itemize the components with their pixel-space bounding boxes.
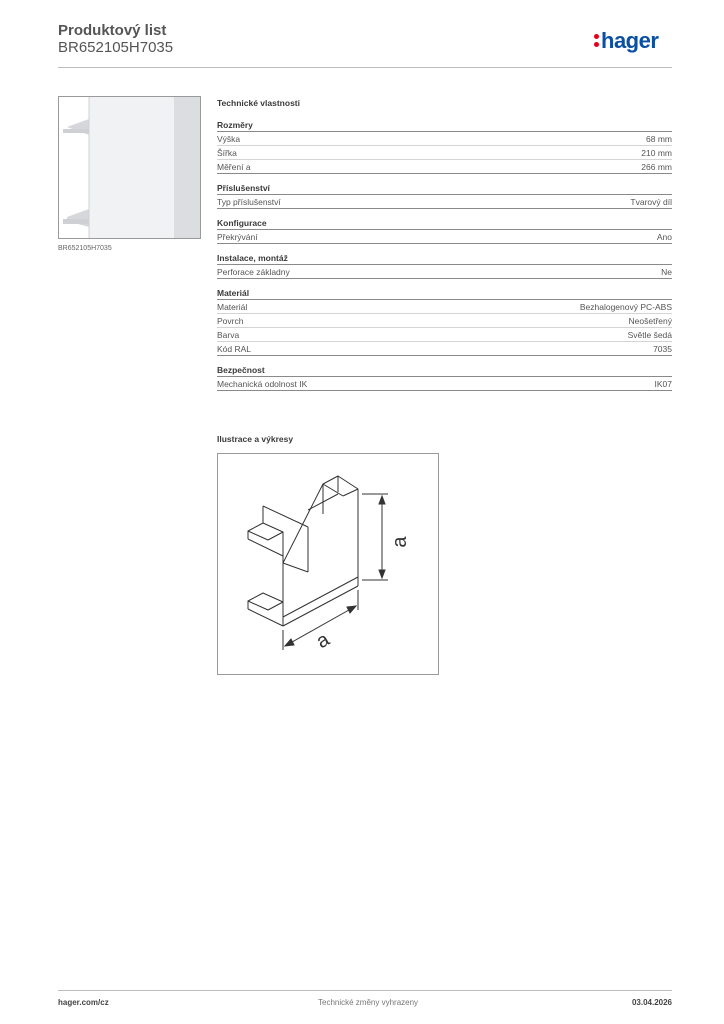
footer-disclaimer: Technické změny vyhrazeny (318, 998, 419, 1007)
spec-value: 210 mm (641, 148, 672, 158)
spec-label: Překrývání (217, 232, 258, 242)
spec-label: Šířka (217, 148, 237, 158)
spec-row (217, 160, 672, 174)
spec-group-title: Konfigurace (217, 217, 672, 230)
spec-row (217, 300, 672, 314)
footer-divider (58, 990, 672, 991)
spec-group-instalace (217, 252, 672, 279)
spec-group-title: Rozměry (217, 119, 672, 132)
spec-value: Neošetřený (628, 316, 672, 326)
spec-group-bezpecnost (217, 364, 672, 391)
spec-row (217, 342, 672, 356)
spec-group-rozmery (217, 119, 672, 174)
spec-label: Měření a (217, 162, 251, 172)
spec-heading: Technické vlastnosti (217, 98, 300, 108)
logo-text: hager (601, 28, 659, 53)
product-image (58, 96, 201, 239)
spec-table (217, 96, 672, 391)
technical-drawing (217, 453, 439, 675)
spec-group-konfigurace (217, 217, 672, 244)
spec-group-title: Instalace, montáž (217, 252, 672, 265)
dimension-label-horizontal: a (312, 628, 334, 654)
spec-label: Typ příslušenství (217, 197, 281, 207)
spec-row (217, 265, 672, 279)
illustration-title: Ilustrace a výkresy (217, 434, 294, 444)
product-image-caption: BR652105H7035 (58, 245, 112, 252)
spec-group-title: Materiál (217, 287, 672, 300)
spec-label: Výška (217, 134, 241, 144)
dimension-label-vertical: a (389, 536, 411, 548)
spec-label: Povrch (217, 316, 244, 326)
spec-group-title: Příslušenství (217, 182, 672, 195)
spec-row (217, 146, 672, 160)
flat-tee-drawing-icon (218, 454, 438, 674)
product-photo-icon (59, 97, 200, 238)
hager-logo[interactable] (594, 28, 658, 56)
spec-label: Mechanická odolnost IK (217, 379, 308, 389)
spec-value: Ano (656, 232, 672, 242)
spec-label: Perforace základny (217, 267, 290, 277)
spec-group-prislusenstvi (217, 182, 672, 209)
header-divider (58, 67, 672, 68)
footer-date: 03.04.2026 (631, 998, 672, 1007)
spec-label: Kód RAL (217, 344, 252, 354)
spec-value: 68 mm (646, 134, 672, 144)
spec-row (217, 314, 672, 328)
spec-value: 7035 (653, 344, 672, 354)
spec-value: Bezhalogenový PC-ABS (579, 302, 672, 312)
spec-group-material (217, 287, 672, 356)
header-title: Produktový list (58, 22, 167, 39)
logo-dots-icon (594, 34, 600, 48)
spec-value: IK07 (654, 379, 672, 389)
footer-website-link[interactable]: hager.com/cz (58, 998, 109, 1007)
spec-row (217, 377, 672, 391)
spec-value: Ne (661, 267, 672, 277)
spec-label: Barva (217, 330, 240, 340)
spec-value: Tvarový díl (630, 197, 672, 207)
spec-label: Materiál (217, 302, 248, 312)
spec-row (217, 195, 672, 209)
spec-row (217, 132, 672, 146)
spec-row (217, 328, 672, 342)
spec-value: 266 mm (641, 162, 672, 172)
header-product-code: BR652105H7035 (58, 39, 174, 56)
spec-row (217, 230, 672, 244)
spec-value: Světle šedá (627, 330, 672, 340)
spec-group-title: Bezpečnost (217, 364, 672, 377)
